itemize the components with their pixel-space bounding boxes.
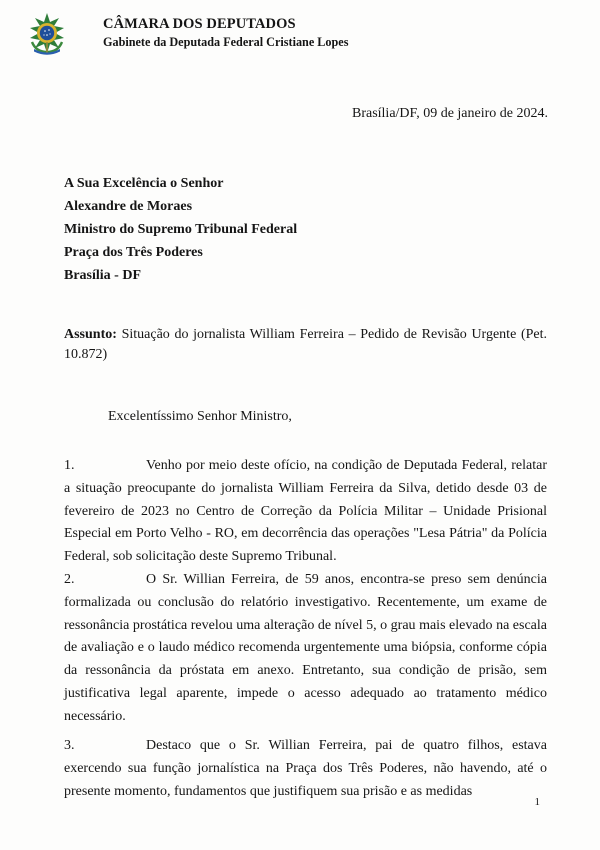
subject-line: [64, 325, 547, 365]
paragraph-text: Venho por meio deste ofício, na condição de Deputada Federal, relatar a situação preocupante do jornalista William Ferreira da Silva, detido desde 03 de fevereiro de 2023 no Centro de Correção da Polícia Militar – Unidade Prisional Especial em Porto Velho - RO, em decorrência das operações "Lesa Pátria" da Polícia Federal, sob solicitação deste Supremo Tribunal.: [64, 458, 547, 565]
paragraph-number: 3.: [64, 738, 75, 753]
office-subtitle: Gabinete da Deputada Federal Cristiane Lopes: [103, 35, 349, 49]
salutation: Excelentíssimo Senhor Ministro,: [108, 409, 292, 424]
paragraph: [64, 455, 547, 569]
paragraph: [64, 569, 547, 729]
letter-date: Brasília/DF, 09 de janeiro de 2024.: [351, 106, 548, 121]
recipient-line: Praça dos Três Poderes: [64, 245, 203, 260]
paragraph-number: 2.: [64, 572, 75, 587]
paragraph-number: 1.: [64, 458, 75, 473]
recipient-line: Brasília - DF: [64, 268, 141, 283]
subject-label: Assunto:: [64, 327, 117, 342]
brazil-coat-of-arms-icon: [25, 12, 69, 56]
subject-text: Situação do jornalista William Ferreira – Pedido de Revisão Urgente (Pet. 10.872): [64, 327, 548, 362]
paragraph-text: Destaco que o Sr. Willian Ferreira, pai de quatro filhos, estava exercendo sua função jornalística na Praça dos Três Poderes, não havendo, até o presente momento, fundamentos que justifiquem sua prisão e as medidas: [64, 738, 547, 799]
paragraph: [64, 735, 547, 803]
recipient-line: Ministro do Supremo Tribunal Federal: [64, 222, 298, 237]
institution-title: CÂMARA DOS DEPUTADOS: [103, 16, 296, 32]
recipient-block: [64, 172, 297, 287]
page-number: 1: [534, 796, 540, 808]
recipient-line: A Sua Excelência o Senhor: [64, 176, 224, 191]
recipient-line: Alexandre de Moraes: [64, 199, 193, 214]
paragraph-text: O Sr. Willian Ferreira, de 59 anos, encontra-se preso sem denúncia formalizada ou conclusão do relatório investigativo. Recentemente, um exame de ressonância prostática revelou uma alteração de nível 5, o grau mais elevado na escala de avaliação e o laudo médico recomenda urgentemente uma biópsia, conforme cópia da ressonância da próstata em anexo. Entretanto, sua condição de prisão, sem justificativa legal aparente, impede o acesso adequado ao tratamento médico necessário.: [64, 572, 547, 724]
